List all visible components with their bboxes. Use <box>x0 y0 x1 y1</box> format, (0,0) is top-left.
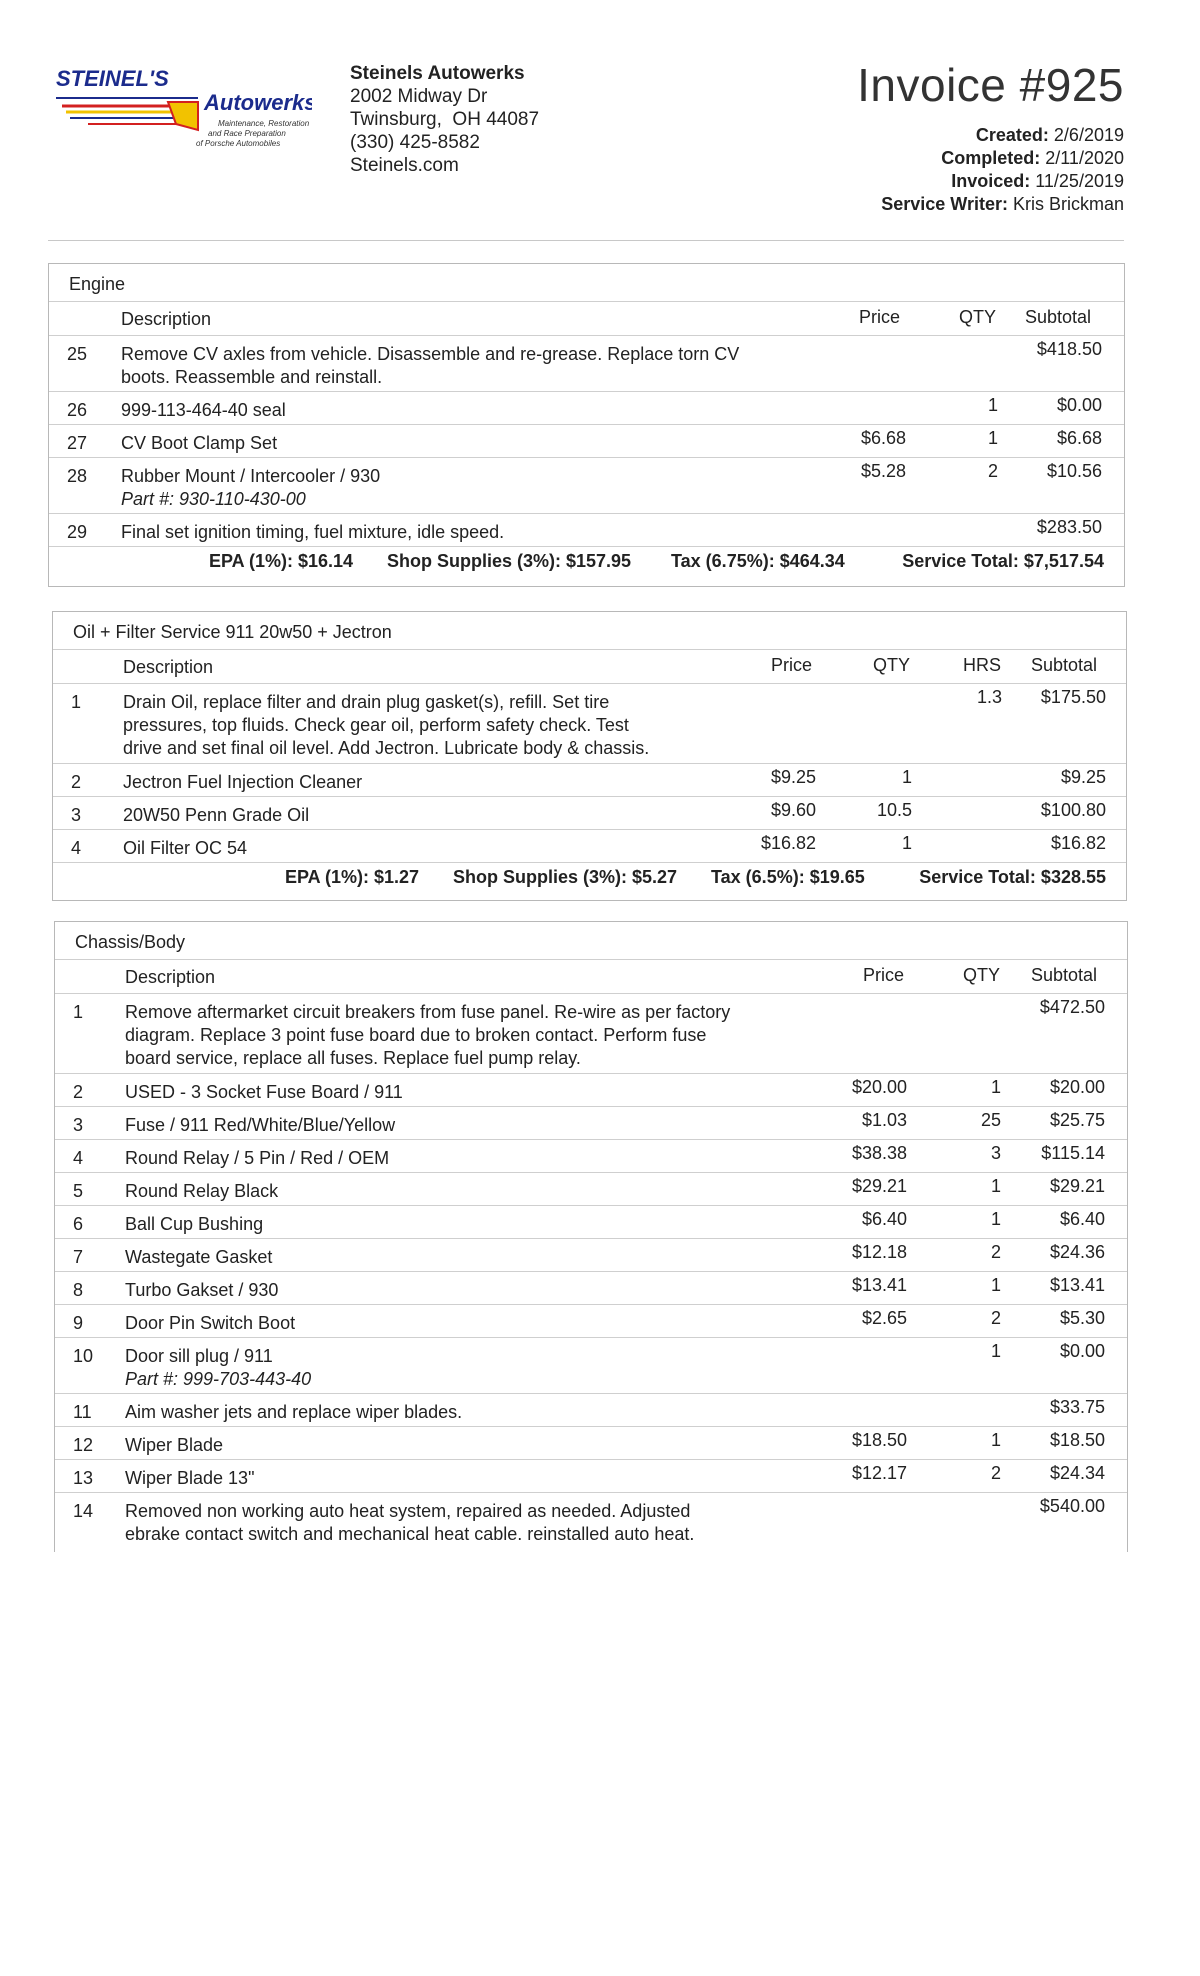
line-number: 2 <box>71 772 82 792</box>
line-qty: 2 <box>990 1308 1001 1328</box>
line-description-text: drive and set final oil level. Add Jectron. Lubricate body & chassis. <box>123 738 650 758</box>
line-price: $5.28 <box>860 461 906 481</box>
logo-sub: Autowerks <box>204 90 312 115</box>
line-subtotal: $0.00 <box>1059 1341 1105 1361</box>
table-row <box>55 1173 1127 1206</box>
table-row <box>53 684 1126 764</box>
engine-col-qty: QTY <box>959 307 997 327</box>
line-description: USED - 3 Socket Fuse Board / 911 <box>125 1082 403 1102</box>
line-price: $6.68 <box>860 428 906 448</box>
line-description: Door Pin Switch Boot <box>125 1313 296 1333</box>
line-price: $12.17 <box>851 1463 907 1483</box>
engine-totals <box>49 547 1124 577</box>
line-subtotal: $20.00 <box>1049 1077 1105 1097</box>
engine-epa: EPA (1%): $16.14 <box>209 551 354 571</box>
line-number: 6 <box>73 1214 84 1234</box>
table-row <box>55 1338 1127 1394</box>
line-number: 29 <box>67 522 88 542</box>
line-qty: 2 <box>990 1463 1001 1483</box>
line-description: Ball Cup Bushing <box>125 1214 264 1234</box>
line-price: $16.82 <box>760 833 816 853</box>
line-number: 7 <box>73 1247 84 1267</box>
logo-graphic <box>48 62 312 158</box>
line-number: 9 <box>73 1313 84 1333</box>
service-writer-name: Kris Brickman <box>1012 194 1124 214</box>
chassis-col-subtotal: Subtotal <box>1031 965 1098 985</box>
oil-col-hrs: HRS <box>963 655 1002 675</box>
engine-col-description: Description <box>121 309 212 329</box>
table-row <box>55 1427 1127 1460</box>
created-label: Created: <box>975 125 1049 145</box>
line-subtotal: $6.40 <box>1059 1209 1105 1229</box>
engine-section <box>48 263 1125 587</box>
line-description: 20W50 Penn Grade Oil <box>123 805 310 825</box>
line-subtotal: $5.30 <box>1059 1308 1105 1328</box>
logo-tagline-1: Maintenance, Restoration <box>218 119 310 128</box>
company-name: Steinels Autowerks <box>350 63 525 84</box>
line-qty: 1 <box>990 1176 1001 1196</box>
line-price: $13.41 <box>851 1275 907 1295</box>
line-qty: 1 <box>987 395 998 415</box>
line-number: 3 <box>73 1115 84 1135</box>
oil-col-description: Description <box>123 657 214 677</box>
company-logo <box>48 62 312 158</box>
line-number: 26 <box>67 400 88 420</box>
line-number: 8 <box>73 1280 84 1300</box>
line-description: Turbo Gakset / 930 <box>125 1280 279 1300</box>
line-subtotal: $24.34 <box>1049 1463 1105 1483</box>
line-description-text: Remove CV axles from vehicle. Disassemble and re-grease. Replace torn CV <box>121 344 740 364</box>
table-row <box>55 1206 1127 1239</box>
line-description <box>123 691 649 760</box>
line-number: 1 <box>73 1002 84 1022</box>
engine-col-subtotal: Subtotal <box>1025 307 1092 327</box>
line-subtotal: $540.00 <box>1039 1496 1105 1516</box>
line-description: CV Boot Clamp Set <box>121 433 278 453</box>
invoiced-label: Invoiced: <box>951 171 1031 191</box>
table-row <box>55 1272 1127 1305</box>
line-qty: 3 <box>990 1143 1001 1163</box>
line-description-text: Door sill plug / 911 <box>125 1346 273 1366</box>
line-description-text: Removed non working auto heat system, repaired as needed. Adjusted <box>125 1501 691 1521</box>
line-number: 2 <box>73 1082 84 1102</box>
service-writer-label: Service Writer: <box>881 194 1008 214</box>
engine-shop-supplies: Shop Supplies (3%): $157.95 <box>387 551 632 571</box>
chassis-col-price: Price <box>863 965 905 985</box>
line-subtotal: $9.25 <box>1060 767 1106 787</box>
line-description <box>125 1001 730 1070</box>
line-description-text: Drain Oil, replace filter and drain plug gasket(s), refill. Set tire <box>123 692 610 712</box>
line-description-text: board service, replace all fuses. Replace fuel pump relay. <box>125 1048 581 1068</box>
line-qty: 1 <box>990 1341 1001 1361</box>
line-description-text: pressures, top fluids. Check gear oil, perform safety check. Test <box>123 715 629 735</box>
line-subtotal: $33.75 <box>1049 1397 1105 1417</box>
engine-col-price: Price <box>859 307 901 327</box>
table-row <box>55 994 1127 1074</box>
company-website: Steinels.com <box>350 155 459 176</box>
line-number: 13 <box>73 1468 94 1488</box>
line-description: Round Relay / 5 Pin / Red / OEM <box>125 1148 390 1168</box>
line-subtotal: $100.80 <box>1040 800 1106 820</box>
chassis-section <box>54 921 1128 1552</box>
line-qty: 1 <box>901 767 912 787</box>
line-number: 4 <box>71 838 82 858</box>
line-subtotal: $0.00 <box>1056 395 1102 415</box>
invoiced-date: 11/25/2019 <box>1035 171 1124 191</box>
line-qty: 1 <box>990 1209 1001 1229</box>
table-row <box>53 797 1126 830</box>
engine-tax: Tax (6.75%): $464.34 <box>671 551 845 571</box>
line-qty: 1 <box>987 428 998 448</box>
line-description: Wastegate Gasket <box>125 1247 273 1267</box>
company-address-line1: 2002 Midway Dr <box>350 86 488 107</box>
engine-header-row <box>49 302 1124 336</box>
oil-totals <box>53 863 1126 893</box>
line-price: $29.21 <box>851 1176 907 1196</box>
header-divider <box>48 240 1124 241</box>
line-number: 14 <box>73 1501 94 1521</box>
logo-tagline-3: of Porsche Automobiles <box>196 139 281 148</box>
line-price: $9.25 <box>770 767 816 787</box>
line-number: 25 <box>67 344 88 364</box>
chassis-section-title: Chassis/Body <box>55 922 1127 960</box>
table-row <box>49 392 1124 425</box>
table-row <box>55 1107 1127 1140</box>
line-number: 10 <box>73 1346 94 1366</box>
line-number: 12 <box>73 1435 94 1455</box>
oil-service-total: Service Total: $328.55 <box>919 867 1106 887</box>
line-description <box>125 1345 311 1391</box>
line-description: Wiper Blade 13" <box>125 1468 255 1488</box>
line-description: Aim washer jets and replace wiper blades. <box>125 1402 463 1422</box>
line-price: $9.60 <box>770 800 816 820</box>
line-price: $18.50 <box>851 1430 907 1450</box>
line-description-text: Rubber Mount / Intercooler / 930 <box>121 466 381 486</box>
table-row <box>49 336 1124 392</box>
part-number: Part #: 999-703-443-40 <box>125 1369 312 1389</box>
line-description: Wiper Blade <box>125 1435 224 1455</box>
line-qty: 1 <box>990 1077 1001 1097</box>
line-description-text: diagram. Replace 3 point fuse board due to broken contact. Perform fuse <box>125 1025 707 1045</box>
oil-header-row <box>53 650 1126 684</box>
line-description-text: boots. Reassemble and reinstall. <box>121 367 383 387</box>
line-description <box>121 343 739 389</box>
line-description: Oil Filter OC 54 <box>123 838 248 858</box>
completed-label: Completed: <box>941 148 1041 168</box>
line-price: $6.40 <box>861 1209 907 1229</box>
table-row <box>55 1305 1127 1338</box>
line-subtotal: $6.68 <box>1056 428 1102 448</box>
oil-epa: EPA (1%): $1.27 <box>285 867 420 887</box>
line-description: 999-113-464-40 seal <box>121 400 286 420</box>
line-description <box>121 465 380 511</box>
oil-col-price: Price <box>771 655 813 675</box>
line-number: 28 <box>67 466 88 486</box>
line-number: 27 <box>67 433 88 453</box>
table-row <box>49 458 1124 514</box>
line-number: 11 <box>73 1402 92 1422</box>
line-qty: 2 <box>987 461 998 481</box>
line-description: Jectron Fuel Injection Cleaner <box>123 772 363 792</box>
company-phone: (330) 425-8582 <box>350 132 480 153</box>
oil-tax: Tax (6.5%): $19.65 <box>711 867 865 887</box>
oil-col-qty: QTY <box>873 655 911 675</box>
line-qty: 25 <box>980 1110 1001 1130</box>
chassis-header-row <box>55 960 1127 994</box>
line-subtotal: $16.82 <box>1050 833 1106 853</box>
line-subtotal: $10.56 <box>1046 461 1102 481</box>
created-date: 2/6/2019 <box>1053 125 1124 145</box>
table-row <box>55 1239 1127 1272</box>
line-number: 3 <box>71 805 82 825</box>
table-row <box>55 1493 1127 1549</box>
line-qty: 1 <box>990 1430 1001 1450</box>
logo-tagline-2: and Race Preparation <box>208 129 286 138</box>
table-row <box>53 830 1126 863</box>
line-number: 5 <box>73 1181 84 1201</box>
table-row <box>49 514 1124 547</box>
logo-speed-stripes <box>56 98 198 130</box>
line-subtotal: $472.50 <box>1039 997 1105 1017</box>
chassis-col-qty: QTY <box>963 965 1001 985</box>
line-price: $1.03 <box>861 1110 907 1130</box>
line-subtotal: $29.21 <box>1049 1176 1105 1196</box>
line-subtotal: $25.75 <box>1049 1110 1105 1130</box>
line-subtotal: $283.50 <box>1036 517 1102 537</box>
engine-service-total: Service Total: $7,517.54 <box>902 551 1104 571</box>
line-number: 4 <box>73 1148 84 1168</box>
line-subtotal: $18.50 <box>1049 1430 1105 1450</box>
line-price: $20.00 <box>851 1077 907 1097</box>
line-description-text: Remove aftermarket circuit breakers from fuse panel. Re-wire as per factory <box>125 1002 731 1022</box>
line-subtotal: $175.50 <box>1040 687 1106 707</box>
completed-date: 2/11/2020 <box>1045 148 1124 168</box>
line-subtotal: $13.41 <box>1049 1275 1105 1295</box>
part-number: Part #: 930-110-430-00 <box>121 489 306 509</box>
invoice-meta <box>881 124 1124 216</box>
line-number: 1 <box>71 692 82 712</box>
line-qty: 10.5 <box>876 800 912 820</box>
line-hrs: 1.3 <box>976 687 1002 707</box>
line-price: $12.18 <box>851 1242 907 1262</box>
line-subtotal: $115.14 <box>1041 1143 1105 1163</box>
logo-text: STEINEL'S <box>56 66 169 91</box>
oil-section <box>52 611 1127 901</box>
table-row <box>55 1074 1127 1107</box>
company-address-line2: Twinsburg, OH 44087 <box>350 109 540 130</box>
line-price: $2.65 <box>861 1308 907 1328</box>
line-subtotal: $24.36 <box>1049 1242 1105 1262</box>
oil-col-subtotal: Subtotal <box>1031 655 1098 675</box>
line-description: Fuse / 911 Red/White/Blue/Yellow <box>125 1115 396 1135</box>
engine-section-title: Engine <box>49 264 1124 302</box>
line-description <box>125 1500 694 1546</box>
oil-shop-supplies: Shop Supplies (3%): $5.27 <box>453 867 678 887</box>
company-info <box>350 62 539 177</box>
oil-section-title: Oil + Filter Service 911 20w50 + Jectron <box>53 612 1126 650</box>
line-description: Final set ignition timing, fuel mixture, idle speed. <box>121 522 505 542</box>
line-description: Round Relay Black <box>125 1181 279 1201</box>
line-qty: 1 <box>901 833 912 853</box>
table-row <box>55 1460 1127 1493</box>
chassis-col-description: Description <box>125 967 216 987</box>
table-row <box>55 1140 1127 1173</box>
table-row <box>49 425 1124 458</box>
line-description-text: ebrake contact switch and mechanical heat cable. reinstalled auto heat. <box>125 1524 695 1544</box>
table-row <box>55 1394 1127 1427</box>
table-row <box>53 764 1126 797</box>
line-qty: 1 <box>990 1275 1001 1295</box>
line-price: $38.38 <box>851 1143 907 1163</box>
invoice-title: Invoice #925 <box>857 59 1124 111</box>
line-subtotal: $418.50 <box>1036 339 1102 359</box>
line-qty: 2 <box>990 1242 1001 1262</box>
